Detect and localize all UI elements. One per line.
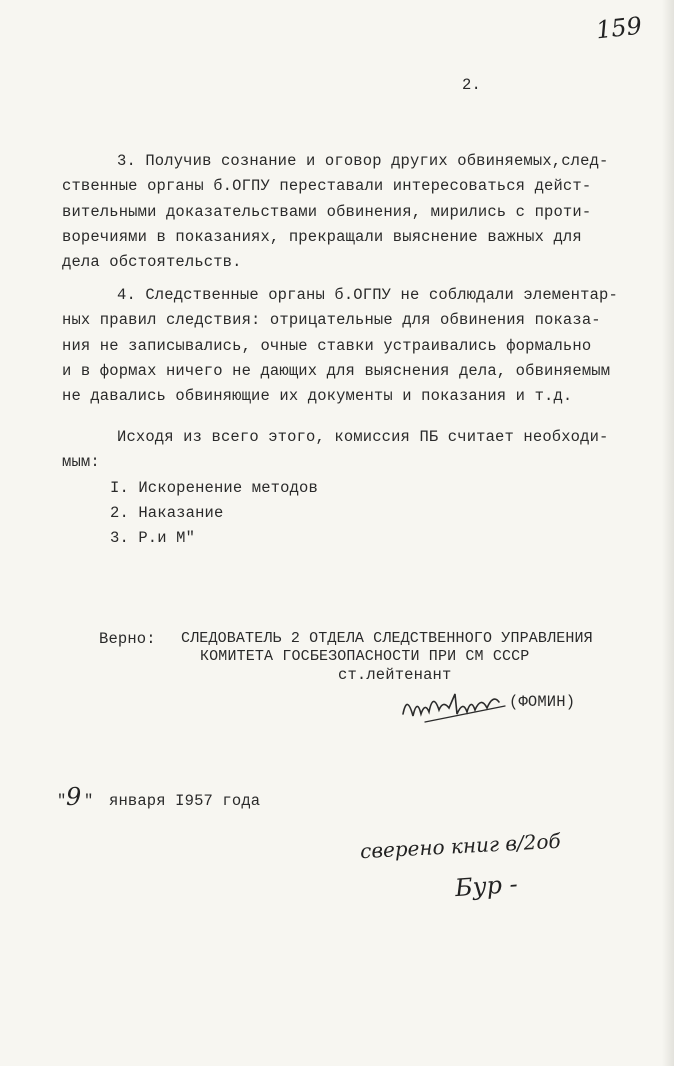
paragraph-4-line-2: ных правил следствия: отрицательные для обвинения показа- xyxy=(62,311,601,329)
page-number: 2. xyxy=(462,76,481,94)
handwritten-note-line-1: сверено книг в/2об xyxy=(359,828,562,864)
paragraph-4-line-5: не давались обвиняющие их документы и показания и т.д. xyxy=(62,387,573,405)
conclusion-line-1: Исходя из всего этого, комиссия ПБ считает необходи- xyxy=(117,428,609,446)
archive-page-number: 159 xyxy=(594,11,644,45)
certification-rank: ст.лейтенант xyxy=(338,666,452,684)
paragraph-3-line-5: дела обстоятельств. xyxy=(62,253,242,271)
certification-label: Верно: xyxy=(99,630,156,648)
signatory-name: (ФОМИН) xyxy=(509,693,576,711)
list-item-2: 2. Наказание xyxy=(110,504,224,522)
date-day: 9 xyxy=(66,783,82,811)
certification-title-line-1: СЛЕДОВАТЕЛЬ 2 ОТДЕЛА СЛЕДСТВЕННОГО УПРАВЛЕНИЯ xyxy=(181,630,593,647)
list-item-1: I. Искоренение методов xyxy=(110,479,318,497)
paragraph-3-line-4: воречиями в показаниях, прекращали выяснение важных для xyxy=(62,228,582,246)
date-open-quote: " xyxy=(57,792,67,810)
paragraph-3-line-3: вительными доказательствами обвинения, мирились с проти- xyxy=(62,203,592,221)
list-item-3: 3. Р.и М" xyxy=(110,529,196,547)
date-close-quote: " xyxy=(84,792,94,810)
conclusion-line-2: мым: xyxy=(62,453,100,471)
date-text: января I957 года xyxy=(109,792,261,810)
paragraph-4-line-1: 4. Следственные органы б.ОГПУ не соблюдали элементар- xyxy=(117,286,618,304)
page-edge xyxy=(662,0,674,1066)
handwritten-note-line-2: Бур - xyxy=(454,869,519,903)
certification-title-line-2: КОМИТЕТА ГОСБЕЗОПАСНОСТИ ПРИ СМ СССР xyxy=(200,648,530,665)
paragraph-3-line-2: ственные органы б.ОГПУ переставали интересоваться дейст- xyxy=(62,177,592,195)
paragraph-3-line-1: 3. Получив сознание и оговор других обвиняемых,след- xyxy=(117,152,609,170)
paragraph-4-line-3: ния не записывались, очные ставки устраивались формально xyxy=(62,337,592,355)
paragraph-4-line-4: и в формах ничего не дающих для выяснения дела, обвиняемым xyxy=(62,362,611,380)
